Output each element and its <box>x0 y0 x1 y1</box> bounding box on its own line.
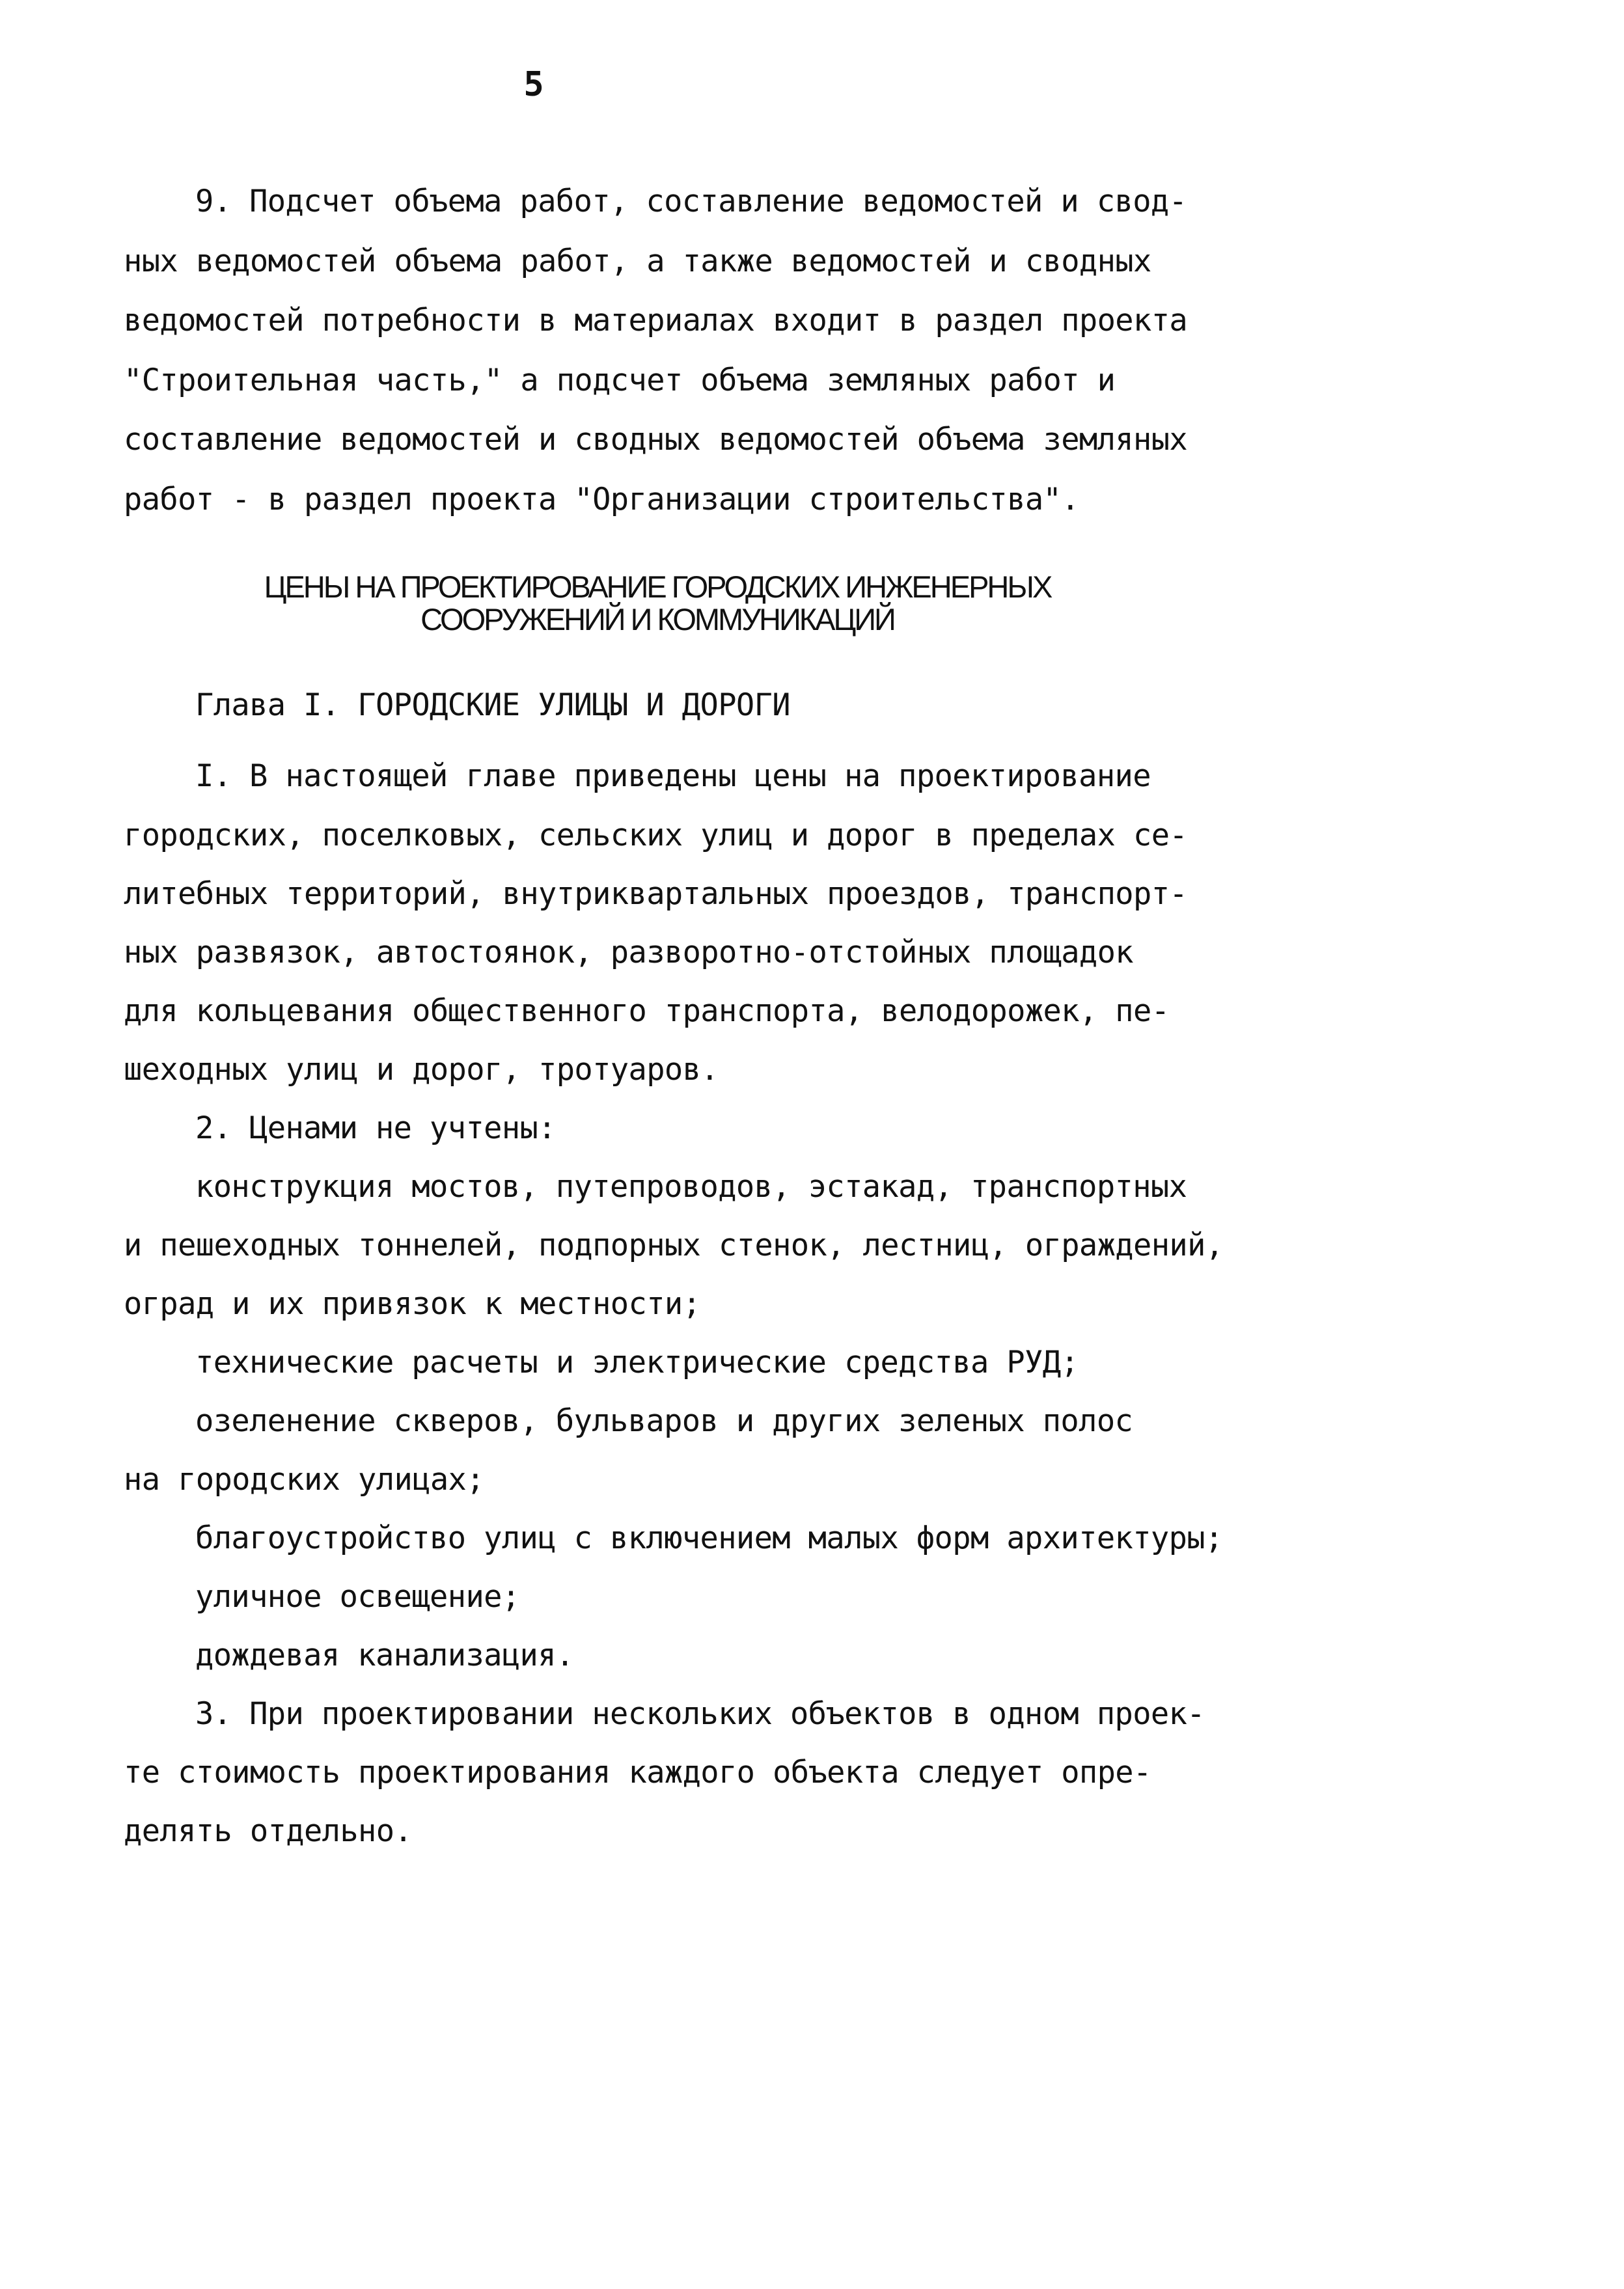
item-2-list-entry-5: уличное освещение; <box>195 1579 520 1615</box>
item-3-line-1: 3. При проектировании нескольких объектов в одном проек- <box>195 1696 1205 1732</box>
section-heading-line-1: ЦЕНЫ НА ПРОЕКТИРОВАНИЕ ГОРОДСКИХ ИНЖЕНЕРНЫХ <box>264 569 1051 604</box>
item-3-line-2: те стоимость проектирования каждого объекта следует опре- <box>124 1755 1151 1790</box>
chapter-title: Глава I. ГОРОДСКИЕ УЛИЦЫ И ДОРОГИ <box>195 687 790 723</box>
item-2-list-entry-3-line-2: на городских улицах; <box>124 1462 484 1498</box>
paragraph-9-line-4: "Строительная часть," а подсчет объема земляных работ и <box>124 363 1116 398</box>
page-number: 5 <box>523 65 544 104</box>
item-2-list-entry-1-line-1: конструкция мостов, путепроводов, эстакад, транспортных <box>195 1169 1187 1205</box>
item-2-list-entry-2: технические расчеты и электрические средства РУД; <box>195 1345 1079 1380</box>
item-2-list-entry-4: благоустройство улиц с включением малых форм архитектуры; <box>195 1520 1223 1556</box>
paragraph-9-line-2: ных ведомостей объема работ, а также ведомостей и сводных <box>124 243 1151 279</box>
item-3-line-3: делять отдельно. <box>124 1813 413 1849</box>
item-2-list-entry-1-line-3: оград и их привязок к местности; <box>124 1286 701 1322</box>
item-2-title: 2. Ценами не учтены: <box>195 1110 556 1146</box>
paragraph-9-line-1: 9. Подсчет объема работ, составление ведомостей и свод- <box>195 184 1187 219</box>
item-1-line-4: ных развязок, автостоянок, разворотно-отстойных площадок <box>124 935 1133 970</box>
item-2-list-entry-1-line-2: и пешеходных тоннелей, подпорных стенок, лестниц, ограждений, <box>124 1227 1224 1263</box>
item-2-list-entry-3-line-1: озеленение скверов, бульваров и других зеленых полос <box>195 1403 1133 1439</box>
item-1-line-3: литебных территорий, внутриквартальных проездов, транспорт- <box>124 876 1188 912</box>
item-2-list-entry-6: дождевая канализация. <box>195 1638 574 1673</box>
item-1-line-1: I. В настоящей главе приведены цены на проектирование <box>195 758 1151 794</box>
paragraph-9-line-5: составление ведомостей и сводных ведомостей объема земляных <box>124 422 1188 458</box>
paragraph-9-line-3: ведомостей потребности в материалах входит в раздел проекта <box>124 303 1188 338</box>
item-1-line-5: для кольцевания общественного транспорта, велодорожек, пе- <box>124 993 1170 1029</box>
section-heading-line-2: СООРУЖЕНИЙ И КОММУНИКАЦИЙ <box>420 602 894 637</box>
item-1-line-2: городских, поселковых, сельских улиц и дорог в пределах се- <box>124 817 1188 853</box>
paragraph-9-line-6: работ - в раздел проекта "Организации строительства". <box>124 482 1079 517</box>
item-1-line-6: шеходных улиц и дорог, тротуаров. <box>124 1052 719 1088</box>
